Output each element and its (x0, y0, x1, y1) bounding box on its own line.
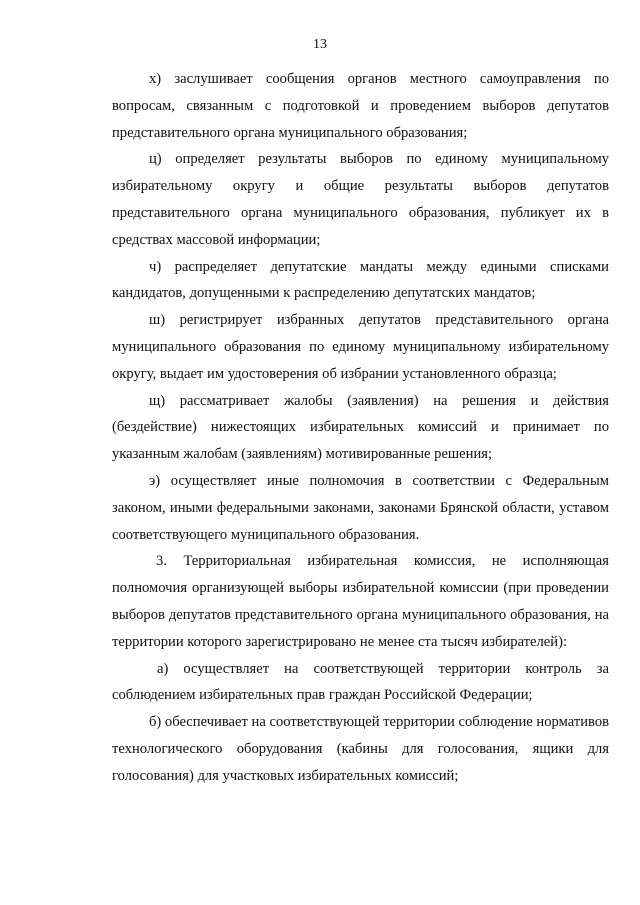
paragraph-a: а) осуществляет на соответствующей территории контроль за соблюдением избирательных прав граждан Российской Федерации; (112, 660, 609, 704)
section-3-paragraph: 3. Территориальная избирательная комиссия, не исполняющая полномочия организующей выборы избирательной комиссии (при проведении выборов депутатов представительного органа муниципального образования, на территории которого зарегистрировано не менее ста тысяч избирателей): (112, 553, 609, 650)
document-body (112, 66, 609, 790)
paragraph-sh: ш) регистрирует избранных депутатов представительного органа муниципального образования по единому муниципальному избирательному округу, выдает им удостоверения об избрании установленного образца; (112, 312, 609, 382)
paragraph-ts: ц) определяет результаты выборов по единому муниципальному избирательному округу и общие результаты выборов депутатов представительного органа муниципального образования, публикует их в средствах массовой информации; (112, 151, 609, 248)
paragraph-kh: х) заслушивает сообщения органов местного самоуправления по вопросам, связанным с подготовкой и проведением выборов депутатов представительного органа муниципального образования; (112, 71, 609, 141)
page-number: 13 (313, 37, 327, 52)
paragraph-b: б) обеспечивает на соответствующей территории соблюдение нормативов технологического оборудования (кабины для голосования, ящики для голосования) для участковых избирательных комиссий; (112, 714, 610, 784)
paragraph-ch: ч) распределяет депутатские мандаты между едиными списками кандидатов, допущенными к распределению депутатских мандатов; (112, 258, 609, 302)
paragraph-e: э) осуществляет иные полномочия в соответствии с Федеральным законом, иными федеральными законами, законами Брянской области, уставом соответствующего муниципального образования. (112, 472, 609, 543)
paragraph-shch: щ) рассматривает жалобы (заявления) на решения и действия (бездействие) нижестоящих избирательных комиссий и принимает по указанным жалобам (заявлениям) мотивированные решения; (112, 392, 609, 463)
